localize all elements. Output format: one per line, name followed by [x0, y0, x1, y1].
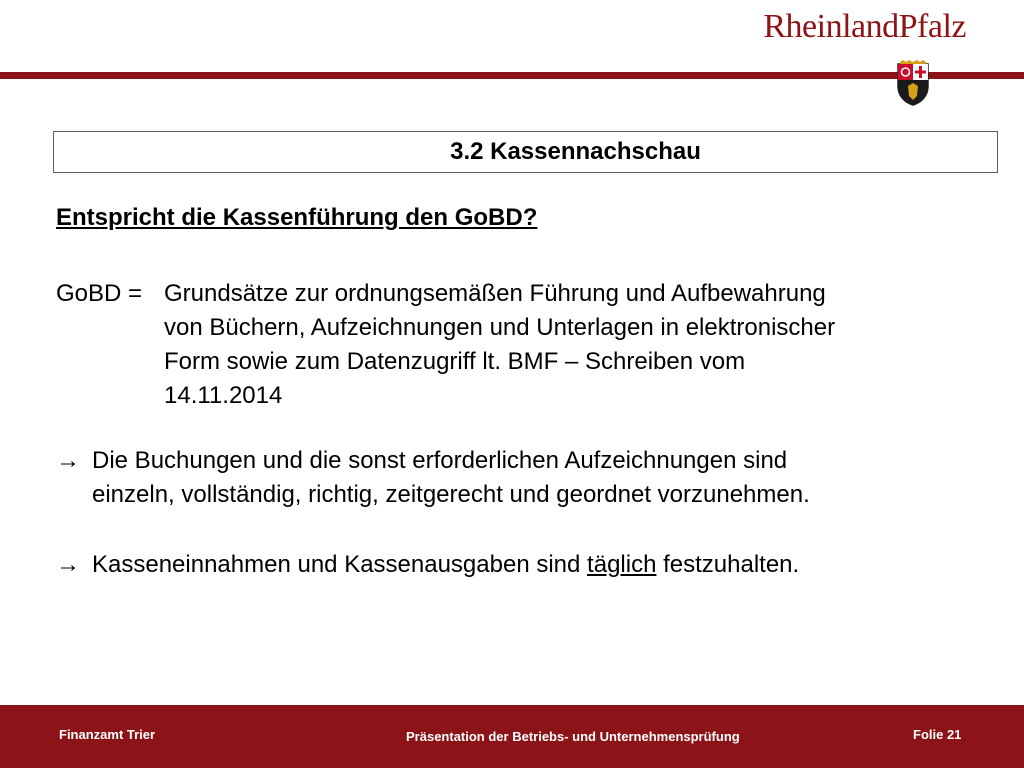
definition-term: GoBD = — [56, 280, 143, 307]
bullet-text-after: festzuhalten. — [656, 551, 800, 578]
definition-line: 14.11.2014 — [164, 382, 283, 409]
bullet-emphasis: täglich — [587, 551, 657, 578]
slide-title-box — [53, 131, 998, 173]
coat-of-arms-icon — [895, 60, 931, 106]
header-bar — [0, 72, 1024, 79]
bullet-line: einzeln, vollständig, richtig, zeitgerecht und geordnet vorzunehmen. — [92, 481, 810, 508]
slide-title: 3.2 Kassennachschau — [450, 138, 701, 165]
definition-line: von Büchern, Aufzeichnungen und Unterlagen in elektronischer — [164, 314, 836, 341]
definition-line: Form sowie zum Datenzugriff lt. BMF – Schreiben vom — [164, 348, 746, 375]
bullet-line — [92, 548, 799, 582]
arrow-right-icon: → — [56, 447, 80, 474]
rheinland-pfalz-logo: RheinlandPfalz — [763, 8, 966, 45]
footer-office: Finanzamt Trier — [59, 727, 156, 742]
footer-slide-number: Folie 21 — [913, 727, 962, 742]
question-heading: Entspricht die Kassenführung den GoBD? — [56, 204, 538, 231]
arrow-right-icon: → — [56, 551, 80, 578]
bullet-text-before: Kasseneinnahmen und Kassenausgaben sind — [92, 551, 588, 578]
footer-presentation-title: Präsentation der Betriebs- und Unternehmensprüfung — [406, 729, 740, 744]
bullet-line: Die Buchungen und die sonst erforderlichen Aufzeichnungen sind — [92, 447, 788, 474]
definition-line: Grundsätze zur ordnungsemäßen Führung und Aufbewahrung — [164, 280, 826, 307]
footer-bar — [0, 705, 1024, 768]
